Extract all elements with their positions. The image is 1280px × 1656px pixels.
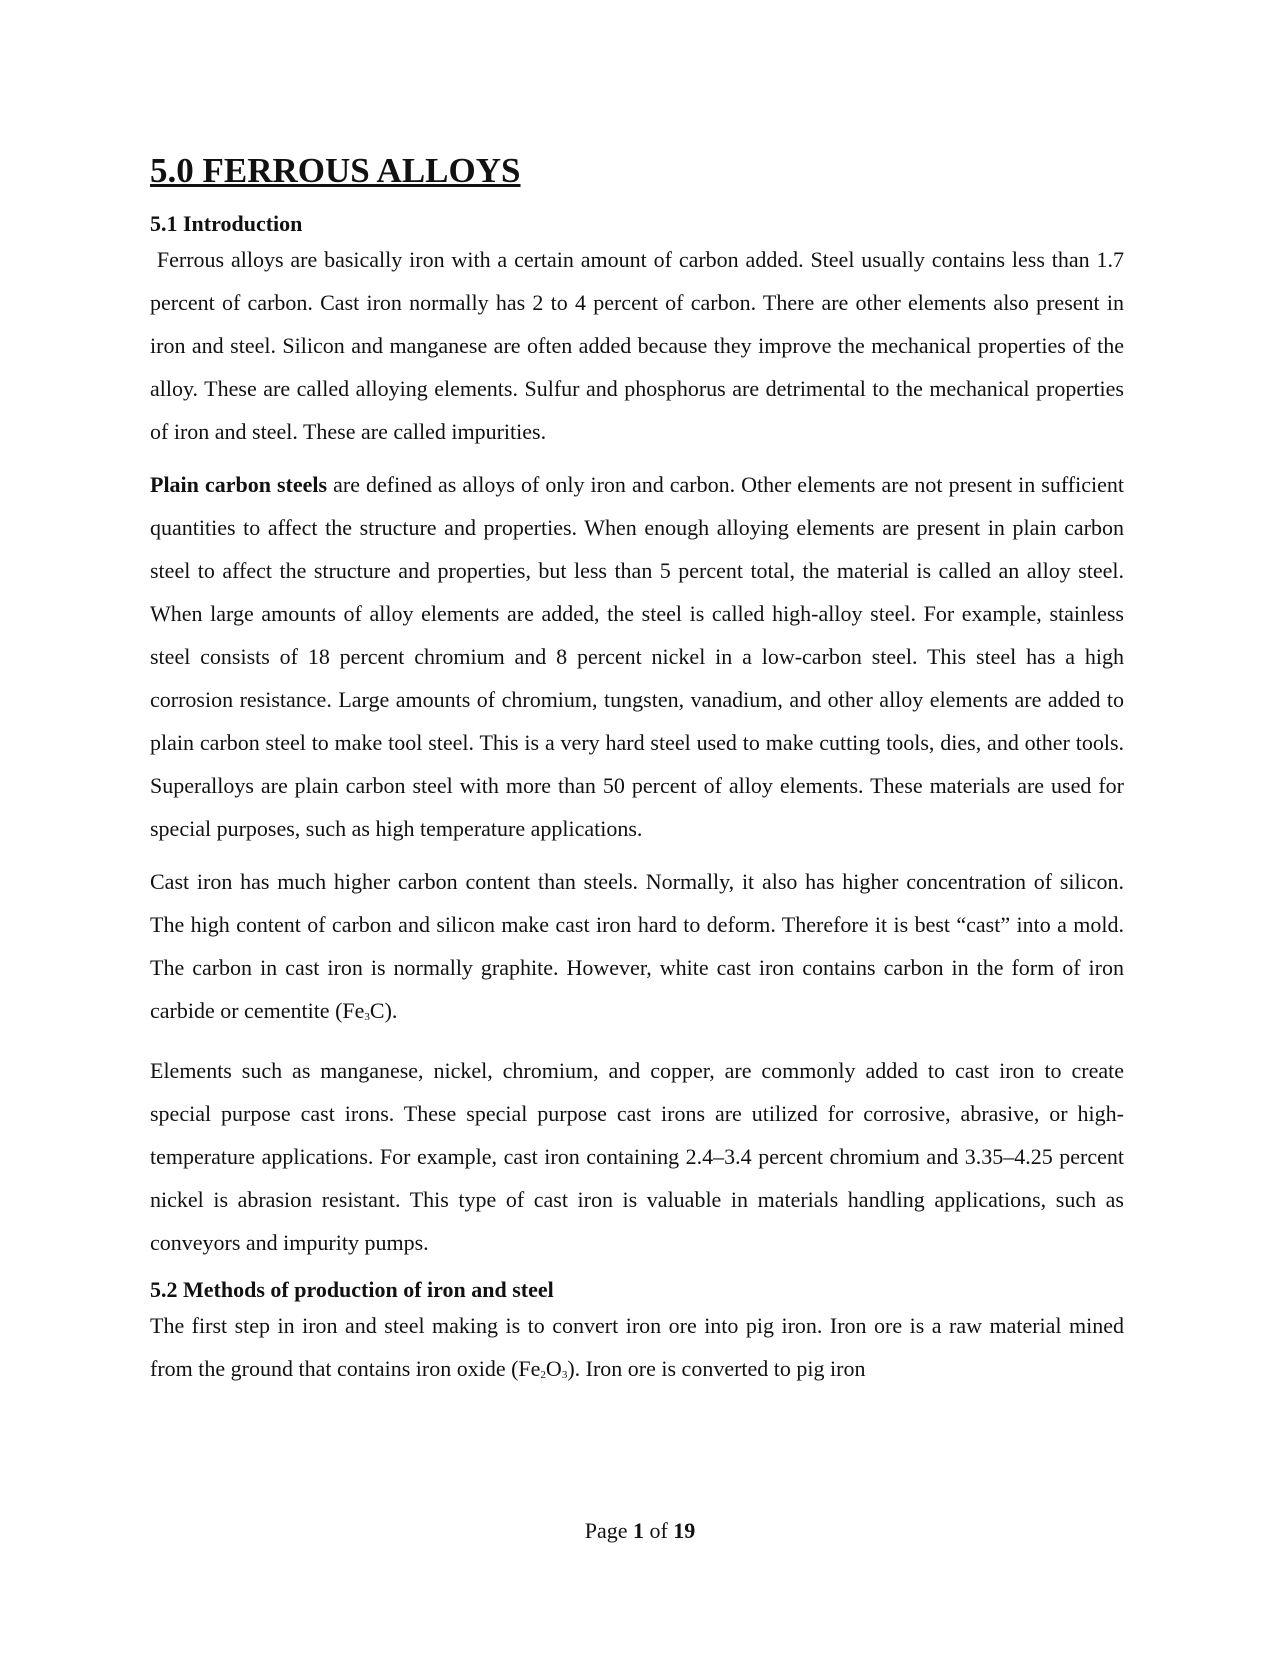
production-paragraph-1 — [150, 1304, 1124, 1397]
section-heading-introduction: 5.1 Introduction — [150, 211, 303, 236]
total-page-count: 19 — [673, 1518, 696, 1543]
production-paragraph-1-text: The first step in iron and steel making is to convert iron ore into pig iron. Iron ore is a raw material mined from the ground that contains iron oxide (Fe — [150, 1313, 1124, 1381]
production-paragraph-1-end: ). Iron ore is converted to pig iron — [567, 1356, 866, 1381]
page-label: Page — [584, 1518, 633, 1543]
plain-carbon-steels-term: Plain carbon steels — [150, 472, 328, 497]
intro-paragraph-1 — [150, 238, 1124, 453]
document-title: 5.0 FERROUS ALLOYS — [150, 151, 521, 190]
intro-paragraph-3-text: Cast iron has much higher carbon content than steels. Normally, it also has higher concentration of silicon. The high content of carbon and silicon make cast iron hard to deform. Therefore it is best “cast” into a mold. The carbon in cast iron is normally graphite. However, white cast iron contains carbon in the form of iron carbide or cementite (Fe — [150, 869, 1124, 1023]
current-page-number: 1 — [632, 1518, 644, 1543]
page-footer — [0, 1518, 1280, 1544]
intro-paragraph-2-text: are defined as alloys of only iron and carbon. Other elements are not present in sufficient quantities to affect the structure and properties. When enough alloying elements are present in plain carbon steel to affect the structure and properties, but less than 5 percent total, the material is called an alloy steel. When large amounts of alloy elements are added, the steel is called high-alloy steel. For example, stainless steel consists of 18 percent chromium and 8 percent nickel in a low-carbon steel. This steel has a high corrosion resistance. Large amounts of chromium, tungsten, vanadium, and other alloy elements are added to plain carbon steel to make tool steel. This is a very hard steel used to make cutting tools, dies, and other tools. Superalloys are plain carbon steel with more than 50 percent of alloy elements. These materials are used for special purposes, such as high temperature applications. — [150, 472, 1124, 841]
intro-paragraph-2 — [150, 463, 1124, 850]
intro-paragraph-3-end: C). — [369, 998, 398, 1023]
intro-paragraph-4-text: Elements such as manganese, nickel, chromium, and copper, are commonly added to cast iron to create special purpose cast irons. These special purpose cast irons are utilized for corrosive, abrasive, or high-temperature applications. For example, cast iron containing 2.4–3.4 percent chromium and 3.35–4.25 percent nickel is abrasion resistant. This type of cast iron is valuable in materials handling applications, such as conveyors and impurity pumps. — [150, 1058, 1124, 1255]
formula-subscript-fe: 2 — [540, 1369, 546, 1381]
formula-subscript-o: 3 — [561, 1369, 568, 1381]
intro-paragraph-4 — [150, 1049, 1124, 1264]
section-heading-production-methods: 5.2 Methods of production of iron and steel — [150, 1277, 554, 1302]
page-of-label: of — [643, 1518, 674, 1543]
formula-oxygen: O — [545, 1356, 562, 1381]
intro-paragraph-3 — [150, 860, 1124, 1039]
document-page — [150, 150, 1124, 1397]
formula-subscript: 3 — [364, 1011, 370, 1023]
intro-paragraph-1-text: Ferrous alloys are basically iron with a certain amount of carbon added. Steel usually contains less than 1.7 percent of carbon. Cast iron normally has 2 to 4 percent of carbon. There are other elements also present in iron and steel. Silicon and manganese are often added because they improve the mechanical properties of the alloy. These are called alloying elements. Sulfur and phosphorus are detrimental to the mechanical properties of iron and steel. These are called impurities. — [150, 247, 1125, 444]
